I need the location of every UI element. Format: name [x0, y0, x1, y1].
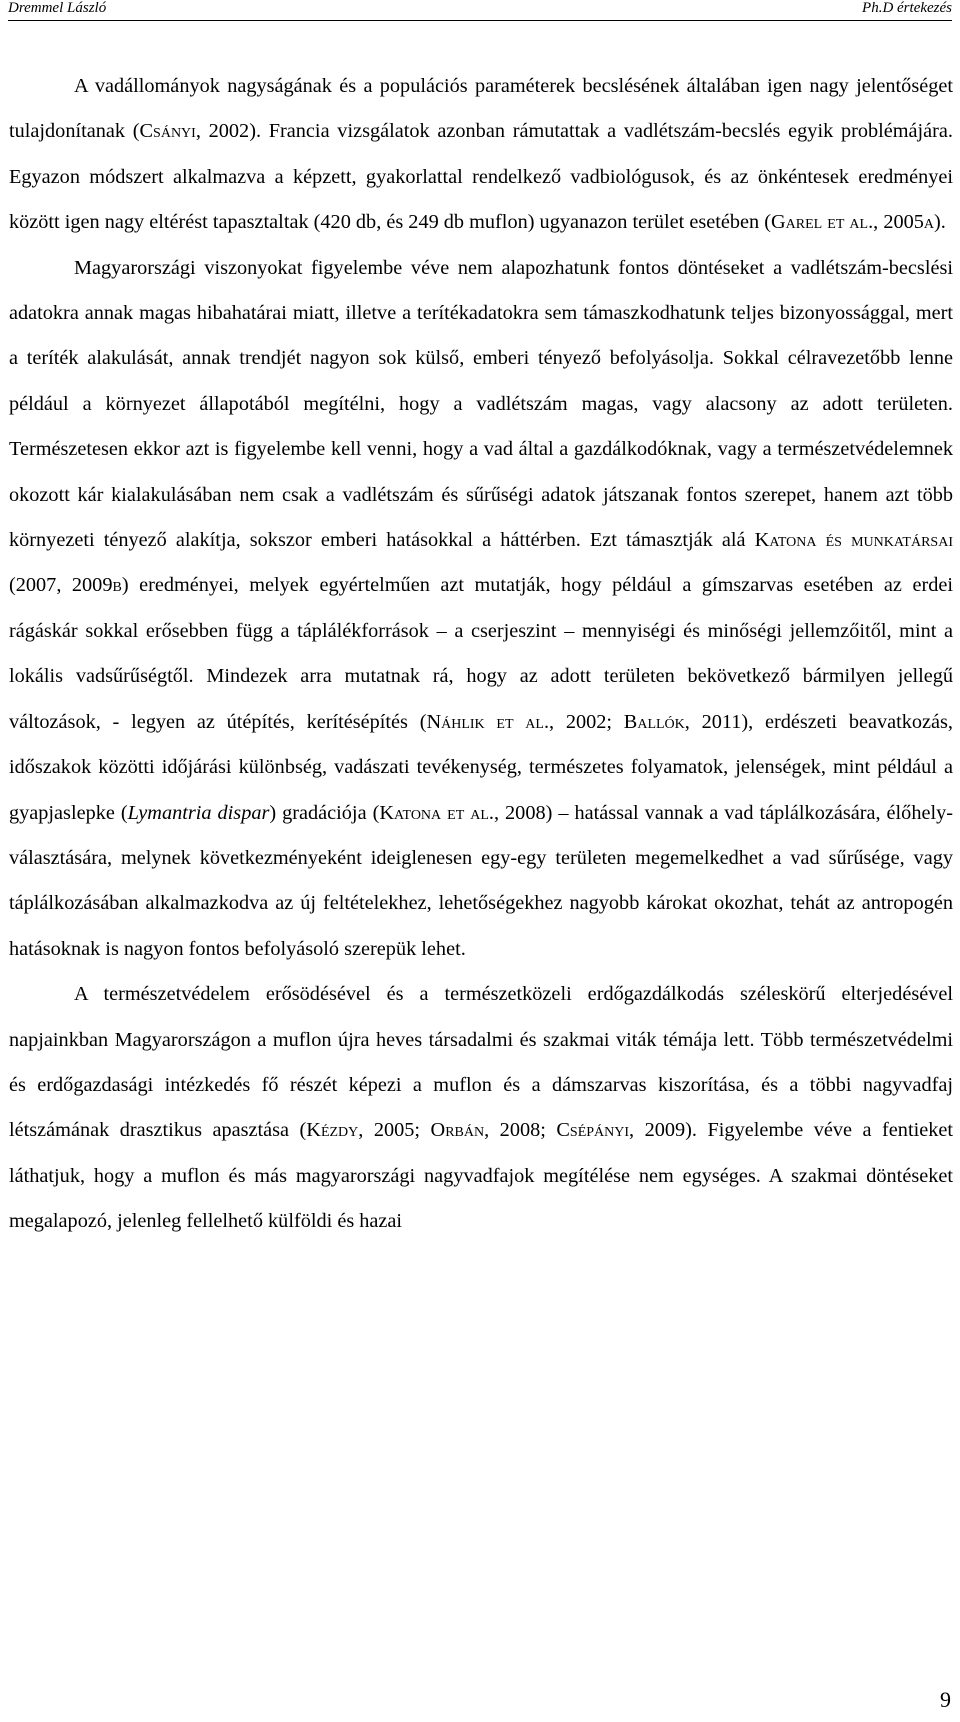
text-run: A vadállományok nagyságának és a populációs paraméterek becslésének általában igen nagy jelentőséget tulajdonítanak (C [9, 75, 953, 143]
citation-smallcaps: allók [637, 710, 685, 733]
header-divider [8, 20, 952, 21]
citation-smallcaps: atona és munkatársai [769, 529, 953, 552]
text-run: , 2011), erdészeti beavatkozás, időszakok közötti időjárási különbség, vadászati tevékenység, természetes folyamatok, jelenségek, mint például a gyapjaslepke ( [9, 710, 953, 824]
paragraph [9, 246, 953, 973]
text-run: , 2005; O [358, 1119, 446, 1142]
text-run: , 2002; B [549, 710, 638, 733]
citation-smallcaps: atona et al. [393, 801, 494, 824]
paragraph [9, 64, 953, 246]
species-name: Lymantria dispar [127, 801, 270, 824]
citation-smallcaps: áhlik et al. [441, 710, 550, 733]
text-run: , 2005 [873, 211, 924, 234]
header-author: Dremmel László [8, 0, 107, 16]
text-run: ) gradációja (K [269, 801, 394, 824]
text-run: , 2002). Francia vizsgálatok azonban rámutattak a vadlétszám-becslés egyik problémájára. Egyazon módszert alkalmazva a képzett, gyakorlattal rendelkező vadbiológusok, és az önkéntesek eredményei között igen nagy eltérést tapasztaltak (420 db, és 249 db muflon) ugyanazon terület esetében (G [9, 120, 954, 234]
page-header [8, 0, 952, 18]
citation-smallcaps: arel et al. [785, 211, 874, 234]
text-run: A természetvédelem erősödésével és a természetközeli erdőgazdálkodás széleskörű elterjedésével napjainkban Magyarországon a muflon újra heves társadalmi és szakmai viták témája lett. Több természetvédelmi és erdőgazdasági intézkedés fő részét képezi a muflon és a dámszarvas kiszorítása, és a többi nagyvadfaj létszámának drasztikus apasztása (K [9, 983, 953, 1142]
citation-smallcaps: sépányi [569, 1119, 630, 1142]
page-number: 9 [940, 1687, 951, 1712]
text-run: ) eredményei, melyek egyértelműen azt mutatják, hogy például a gímszarvas esetében az erdei rágáskár sokkal erősebben függ a táplálékforrások – a cserjeszint – mennyiségi és minőségi jellemzőitől, mint a lokális vadsűrűségtől. Mindezek arra mutatnak rá, hogy az adott területen bekövetkező bármilyen jellegű változások, - legyen az útépítés, kerítésépítés (N [9, 574, 953, 733]
body-text [9, 64, 953, 1245]
header-doc-type: Ph.D értekezés [862, 0, 952, 16]
citation-smallcaps: ézdy [320, 1119, 359, 1142]
text-run: (2007, 2009 [9, 574, 113, 597]
paragraph [9, 972, 953, 1244]
text-run: ). [934, 211, 946, 234]
text-run: Magyarországi viszonyokat figyelembe véve nem alapozhatunk fontos döntéseket a vadlétszám-becslési adatokra annak magas hibahatárai miatt, illetve a terítékadatokra sem támaszkodhatunk teljes bizonyossággal, mert a teríték alakulását, annak trendjét nagyon sok külső, emberi tényező befolyásolja. Sokkal célravezetőbb lenne például a környezet állapotából megítélni, hogy a vadlétszám magas, vagy alacsony az adott területen. Természetesen ekkor azt is figyelembe kell venni, hogy a vad által a gazdálkodóknak, vagy a természetvédelemnek okozott kár kialakulásában nem csak a vadlétszám és sűrűségi adatok játszanak fontos szerepet, hanem azt több környezeti tényező alakítja, sokszor emberi hatásokkal a háttérben. Ezt támasztják alá K [9, 256, 953, 552]
text-run: , 2008) – hatással vannak a vad táplálkozására, élőhely-választására, melynek következményeként ideiglenesen egy-egy területen megemelkedhet a vad sűrűsége, vagy táplálkozásában alkalmazkodva az új feltételekhez, lehetőségekhez nagyobb károkat okozhat, tehát az antropogén hatásoknak is nagyon fontos befolyásoló szerepük lehet. [9, 801, 953, 960]
text-run: , 2008; C [484, 1119, 570, 1142]
citation-smallcaps: rbán [445, 1119, 485, 1142]
citation-smallcaps: sányi [153, 120, 196, 143]
citation-smallcaps: a [923, 211, 934, 234]
text-run: , 2009). Figyelembe véve a fentieket láthatjuk, hogy a muflon és más magyarországi nagyvadfajok megítélése nem egységes. A szakmai döntéseket megalapozó, jelenleg fellelhető külföldi és hazai [9, 1119, 953, 1233]
citation-smallcaps: b [112, 574, 122, 597]
